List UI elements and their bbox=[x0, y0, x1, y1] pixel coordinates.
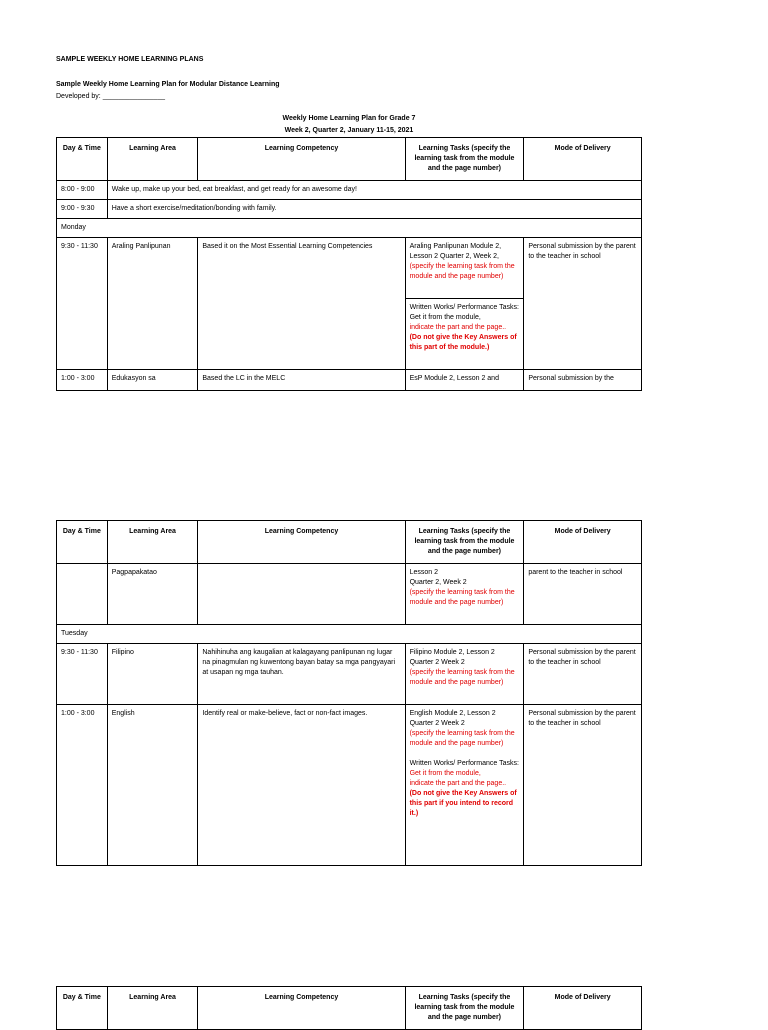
document-title: SAMPLE WEEKLY HOME LEARNING PLANS bbox=[56, 56, 204, 63]
task-text: Quarter 2, Week 2 bbox=[409, 579, 467, 586]
cell-time: 9:30 - 11:30 bbox=[57, 644, 108, 705]
header-mode-of-delivery: Mode of Delivery bbox=[524, 138, 642, 181]
cell-time: 1:00 - 3:00 bbox=[57, 370, 108, 391]
task-note: (specify the learning task from the module and the page number) bbox=[409, 730, 515, 747]
cell-competency: Based the LC in the MELC bbox=[198, 370, 405, 391]
cell-time: 1:00 - 3:00 bbox=[57, 705, 108, 866]
table-row bbox=[57, 564, 642, 625]
header-learning-tasks: Learning Tasks (specify the learning task from the module and the page number) bbox=[405, 987, 524, 1030]
cell-activity: Have a short exercise/meditation/bonding with family. bbox=[107, 200, 641, 219]
header-learning-competency: Learning Competency bbox=[198, 987, 405, 1030]
task-text: English Module 2, Lesson 2 bbox=[409, 710, 496, 717]
table-row bbox=[57, 181, 642, 200]
spacer bbox=[410, 749, 520, 759]
task-text: Quarter 2 Week 2 bbox=[409, 659, 465, 666]
day-label: Monday bbox=[57, 219, 642, 238]
task-text: Filipino Module 2, Lesson 2 bbox=[409, 649, 495, 656]
table-header-row bbox=[57, 521, 642, 564]
header-learning-area: Learning Area bbox=[107, 138, 198, 181]
cell-mode: parent to the teacher in school bbox=[524, 564, 642, 625]
header-learning-area: Learning Area bbox=[107, 521, 198, 564]
plan-week: Week 2, Quarter 2, January 11-15, 2021 bbox=[284, 127, 414, 134]
cell-competency: Identify real or make-believe, fact or non-fact images. bbox=[198, 705, 405, 866]
cell-learning-task: EsP Module 2, Lesson 2 and bbox=[405, 370, 524, 391]
developed-by: Developed by: ________________ bbox=[56, 93, 165, 100]
table-row bbox=[57, 370, 642, 391]
task-note: (specify the learning task from the module and the page number) bbox=[409, 669, 515, 686]
cell-time bbox=[57, 564, 108, 625]
header-mode-of-delivery: Mode of Delivery bbox=[524, 987, 642, 1030]
task-text: Written Works/ Performance Tasks: bbox=[409, 760, 519, 767]
cell-learning-area: Edukasyon sa bbox=[107, 370, 198, 391]
cell-activity: Wake up, make up your bed, eat breakfast, and get ready for an awesome day! bbox=[107, 181, 641, 200]
table-header-row bbox=[57, 138, 642, 181]
cell-mode: Personal submission by the parent to the teacher in school bbox=[524, 644, 642, 705]
header-learning-tasks: Learning Tasks (specify the learning task from the module and the page number) bbox=[405, 138, 524, 181]
task-text: Written Works/ Performance Tasks: bbox=[409, 304, 519, 311]
table-row bbox=[57, 200, 642, 219]
cell-learning-area: Pagpapakatao bbox=[107, 564, 198, 625]
learning-plan-table-1 bbox=[56, 137, 642, 391]
cell-learning-area: Filipino bbox=[107, 644, 198, 705]
document-subtitle: Sample Weekly Home Learning Plan for Modular Distance Learning bbox=[56, 81, 280, 88]
task-note: indicate the part and the page.. bbox=[409, 780, 507, 787]
task-text: Get it from the module, bbox=[409, 314, 481, 321]
task-text: Araling Panlipunan Module 2, Lesson 2 Quarter 2, Week 2, bbox=[409, 243, 502, 260]
task-note: Get it from the module, bbox=[409, 770, 481, 777]
cell-mode: Personal submission by the bbox=[524, 370, 642, 391]
cell-learning-task bbox=[405, 705, 524, 866]
plan-title: Weekly Home Learning Plan for Grade 7 bbox=[282, 115, 416, 122]
header-day-time: Day & Time bbox=[57, 138, 108, 181]
task-text: Quarter 2 Week 2 bbox=[409, 720, 465, 727]
learning-plan-table-3 bbox=[56, 986, 642, 1030]
day-row-tuesday bbox=[57, 625, 642, 644]
cell-time: 9:00 - 9:30 bbox=[57, 200, 108, 219]
header-learning-competency: Learning Competency bbox=[198, 138, 405, 181]
cell-competency: Based it on the Most Essential Learning Competencies bbox=[198, 238, 405, 370]
cell-mode: Personal submission by the parent to the teacher in school bbox=[524, 705, 642, 866]
header-learning-competency: Learning Competency bbox=[198, 521, 405, 564]
task-text: Lesson 2 bbox=[409, 569, 439, 576]
task-warning: (Do not give the Key Answers of this part if you intend to record it.) bbox=[409, 790, 517, 817]
day-row-monday bbox=[57, 219, 642, 238]
cell-learning-task bbox=[405, 564, 524, 625]
table-row bbox=[57, 644, 642, 705]
cell-learning-area: Araling Panlipunan bbox=[107, 238, 198, 370]
header-mode-of-delivery: Mode of Delivery bbox=[524, 521, 642, 564]
cell-learning-task bbox=[405, 299, 524, 370]
day-label: Tuesday bbox=[57, 625, 642, 644]
task-warning: (Do not give the Key Answers of this part of the module.) bbox=[409, 334, 517, 351]
task-note: (specify the learning task from the module and the page number) bbox=[409, 589, 515, 606]
cell-learning-area: English bbox=[107, 705, 198, 866]
header-day-time: Day & Time bbox=[57, 521, 108, 564]
cell-learning-task bbox=[405, 238, 524, 299]
header-day-time: Day & Time bbox=[57, 987, 108, 1030]
cell-time: 9:30 - 11:30 bbox=[57, 238, 108, 370]
task-note: indicate the part and the page.. bbox=[409, 324, 507, 331]
table-header-row bbox=[57, 987, 642, 1030]
header-learning-tasks: Learning Tasks (specify the learning task from the module and the page number) bbox=[405, 521, 524, 564]
header-learning-area: Learning Area bbox=[107, 987, 198, 1030]
learning-plan-table-2 bbox=[56, 520, 642, 866]
task-note: (specify the learning task from the module and the page number) bbox=[409, 263, 515, 280]
cell-competency bbox=[198, 564, 405, 625]
cell-competency: Nahihinuha ang kaugalian at kalagayang panlipunan ng lugar na pinagmulan ng kuwentong bayan batay sa mga pangyayari at usapan ng mga tauhan. bbox=[198, 644, 405, 705]
cell-learning-task bbox=[405, 644, 524, 705]
cell-time: 8:00 - 9:00 bbox=[57, 181, 108, 200]
cell-mode: Personal submission by the parent to the teacher in school bbox=[524, 238, 642, 370]
table-row bbox=[57, 705, 642, 866]
table-row bbox=[57, 238, 642, 299]
